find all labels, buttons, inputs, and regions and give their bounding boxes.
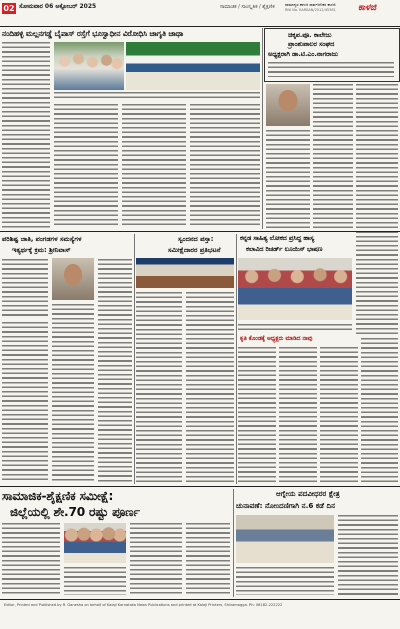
masthead-tagline: ಸಾಮಾನ್ಯರ ಕಾಳಜಿ ಸಾರ್ವಜನಿಕರ ಕಾಳಜಿ (285, 2, 336, 7)
mid-left-column-4 (98, 259, 132, 482)
mid-center-column-1 (136, 292, 182, 482)
principal-box-text (268, 62, 394, 77)
mid-right-headline-2: ಕಲಾವಿದ ರಿಚರ್ಡ್ ಲೂಯಿಸ್ ಭಾಷಣ (246, 246, 323, 253)
bottom-right-column-1 (338, 515, 398, 595)
mid-right-caption-column (238, 324, 352, 332)
section-divider-2 (0, 486, 400, 487)
top-story-column-3 (122, 104, 186, 228)
bottom-lead-column-1 (2, 523, 60, 595)
mid-center-photo (136, 258, 234, 288)
mid-right-headline-1: ಕನ್ನಡ ಸಾಹಿತ್ಯ ಲೋಕದ ಪ್ರಸಿದ್ಧ ಹಾಸ್ಯ (240, 235, 315, 242)
top-story-photo-right (126, 42, 260, 90)
top-story-column-2 (54, 104, 118, 228)
masthead-subline: RNI No. KARKAN/2012/45381 (285, 8, 336, 12)
bottom-lead-column-2 (130, 523, 182, 595)
mid-left-headline-1: ಪರಿಶಿಷ್ಟ ಜಾತಿ, ಪಂಗಡಗಳ ಸಮಸ್ಯೆಗಳ (2, 235, 82, 243)
principal-box-headline-2: ಪ್ರಾಂಶುಪಾಲರ ಸಂಘದ (288, 40, 335, 48)
mid-right-column-1 (238, 347, 276, 482)
mid-center-headline-1: ಸ್ವಂದನದ ಪಸ್ತಾ: (178, 235, 214, 243)
section-divider-1 (0, 231, 400, 232)
page-number: 02 (3, 4, 15, 13)
mid-left-column-1 (2, 259, 48, 319)
column-rule-2 (134, 234, 135, 484)
column-rule-1 (262, 28, 263, 229)
bottom-lead-headline-2: ಜಿಲ್ಲೆಯಲ್ಲಿ ಶೇ.70 ರಷ್ಟು ಪೂರ್ಣ (10, 505, 140, 519)
principal-story-text-2 (356, 84, 398, 334)
bottom-lead-column-4 (186, 523, 230, 595)
principal-portrait-photo (266, 84, 310, 126)
bottom-right-headline-1: ಆಗ್ನೇಯ ಪದವೀಧರರ ಕ್ಷೇತ್ರ (276, 489, 340, 498)
principal-box-headline-3: ಅಧ್ಯಕ್ಷರಾಗಿ ಡಾ.ಟಿ.ಎಂ.ನಾಗರಾಜು (268, 50, 338, 58)
top-story-column-4 (190, 104, 260, 228)
principal-box-headline-1: ಚಿಕ್ಕಪ.ಪೂ. ಕಾಲೇಜು (288, 31, 332, 39)
mid-right-column-3 (320, 347, 358, 482)
mid-left-column-2 (2, 322, 48, 482)
principal-story-text-1 (313, 84, 353, 228)
mid-left-portrait-photo (52, 258, 94, 300)
bottom-right-photo (236, 515, 334, 563)
top-story-photo-left (54, 42, 124, 90)
mid-right-column-4 (361, 338, 398, 482)
bottom-lead-column-3 (64, 567, 126, 595)
column-rule-4 (233, 489, 234, 597)
section-label: ಸಾಮಾಜಿಕ / ಸಾಂಸ್ಕೃತಿಕ / ಶೈಕ್ಷಣಿಕ (220, 4, 275, 10)
mid-center-column-2 (186, 292, 234, 482)
column-rule-3 (236, 234, 237, 484)
mid-right-photo (238, 258, 352, 320)
top-story-caption (54, 92, 260, 100)
newspaper-logo: ಕಾಳಜಿ (358, 3, 377, 13)
masthead (0, 0, 400, 27)
mid-right-column-2 (279, 347, 317, 482)
principal-story-text-3 (266, 130, 310, 228)
issue-date: ಸೋಮವಾರ 06 ಅಕ್ಟೋಬರ್ 2025 (19, 3, 97, 10)
footer-rule (0, 599, 400, 600)
footer-imprint: Editor, Printed and Published by R. Ganesha on behalf of Kalaji Karnataka News Publications and printed at Kalaji Printers, Shivamogga. Ph: 08182-222222 (4, 603, 283, 607)
bottom-right-headline-2: ಚುನಾವಣೆ: ನೋಂದಣಿಗಾಗಿ ನ.6 ಕಡೆ ದಿನ (236, 501, 336, 510)
mid-left-column-3 (52, 304, 94, 482)
mid-center-headline-2: ಸಮೀಕ್ಷೆದಾರರ ಪ್ರತಿಭಟನೆ (168, 246, 221, 254)
bottom-right-column-2 (236, 567, 334, 595)
mid-right-subheadline: ಕೃತಿ ಕೊಂಡಕ್ಕೆ ಅಧ್ಯಕ್ಷರು ಮಾಡಿದ ನಾವು (240, 336, 313, 342)
top-banner-headline: ನಂದಿಹಳ್ಳಿ ಮಲ್ಲನಗಡ್ಡೆ ಬೈಪಾಸ್ ರಸ್ತೆಗೆ ಭೂಸ್ವಾಧೀನ ವಿರೋಧಿಸಿ ಜಾಗೃತಿ ಜಾಥಾ (2, 29, 184, 38)
top-story-column-1 (2, 42, 50, 228)
bottom-lead-photo (64, 523, 126, 563)
mid-left-headline-2: ಇತ್ಯರ್ಥಕ್ಕೆ ಕ್ರಮ: ಶ್ರೀನಿವಾಸ್ (12, 246, 71, 254)
bottom-lead-headline-1: ಸಾಮಾಜಿಕ-ಶೈಕ್ಷಣಿಕ ಸಮೀಕ್ಷೆ: (2, 489, 114, 503)
